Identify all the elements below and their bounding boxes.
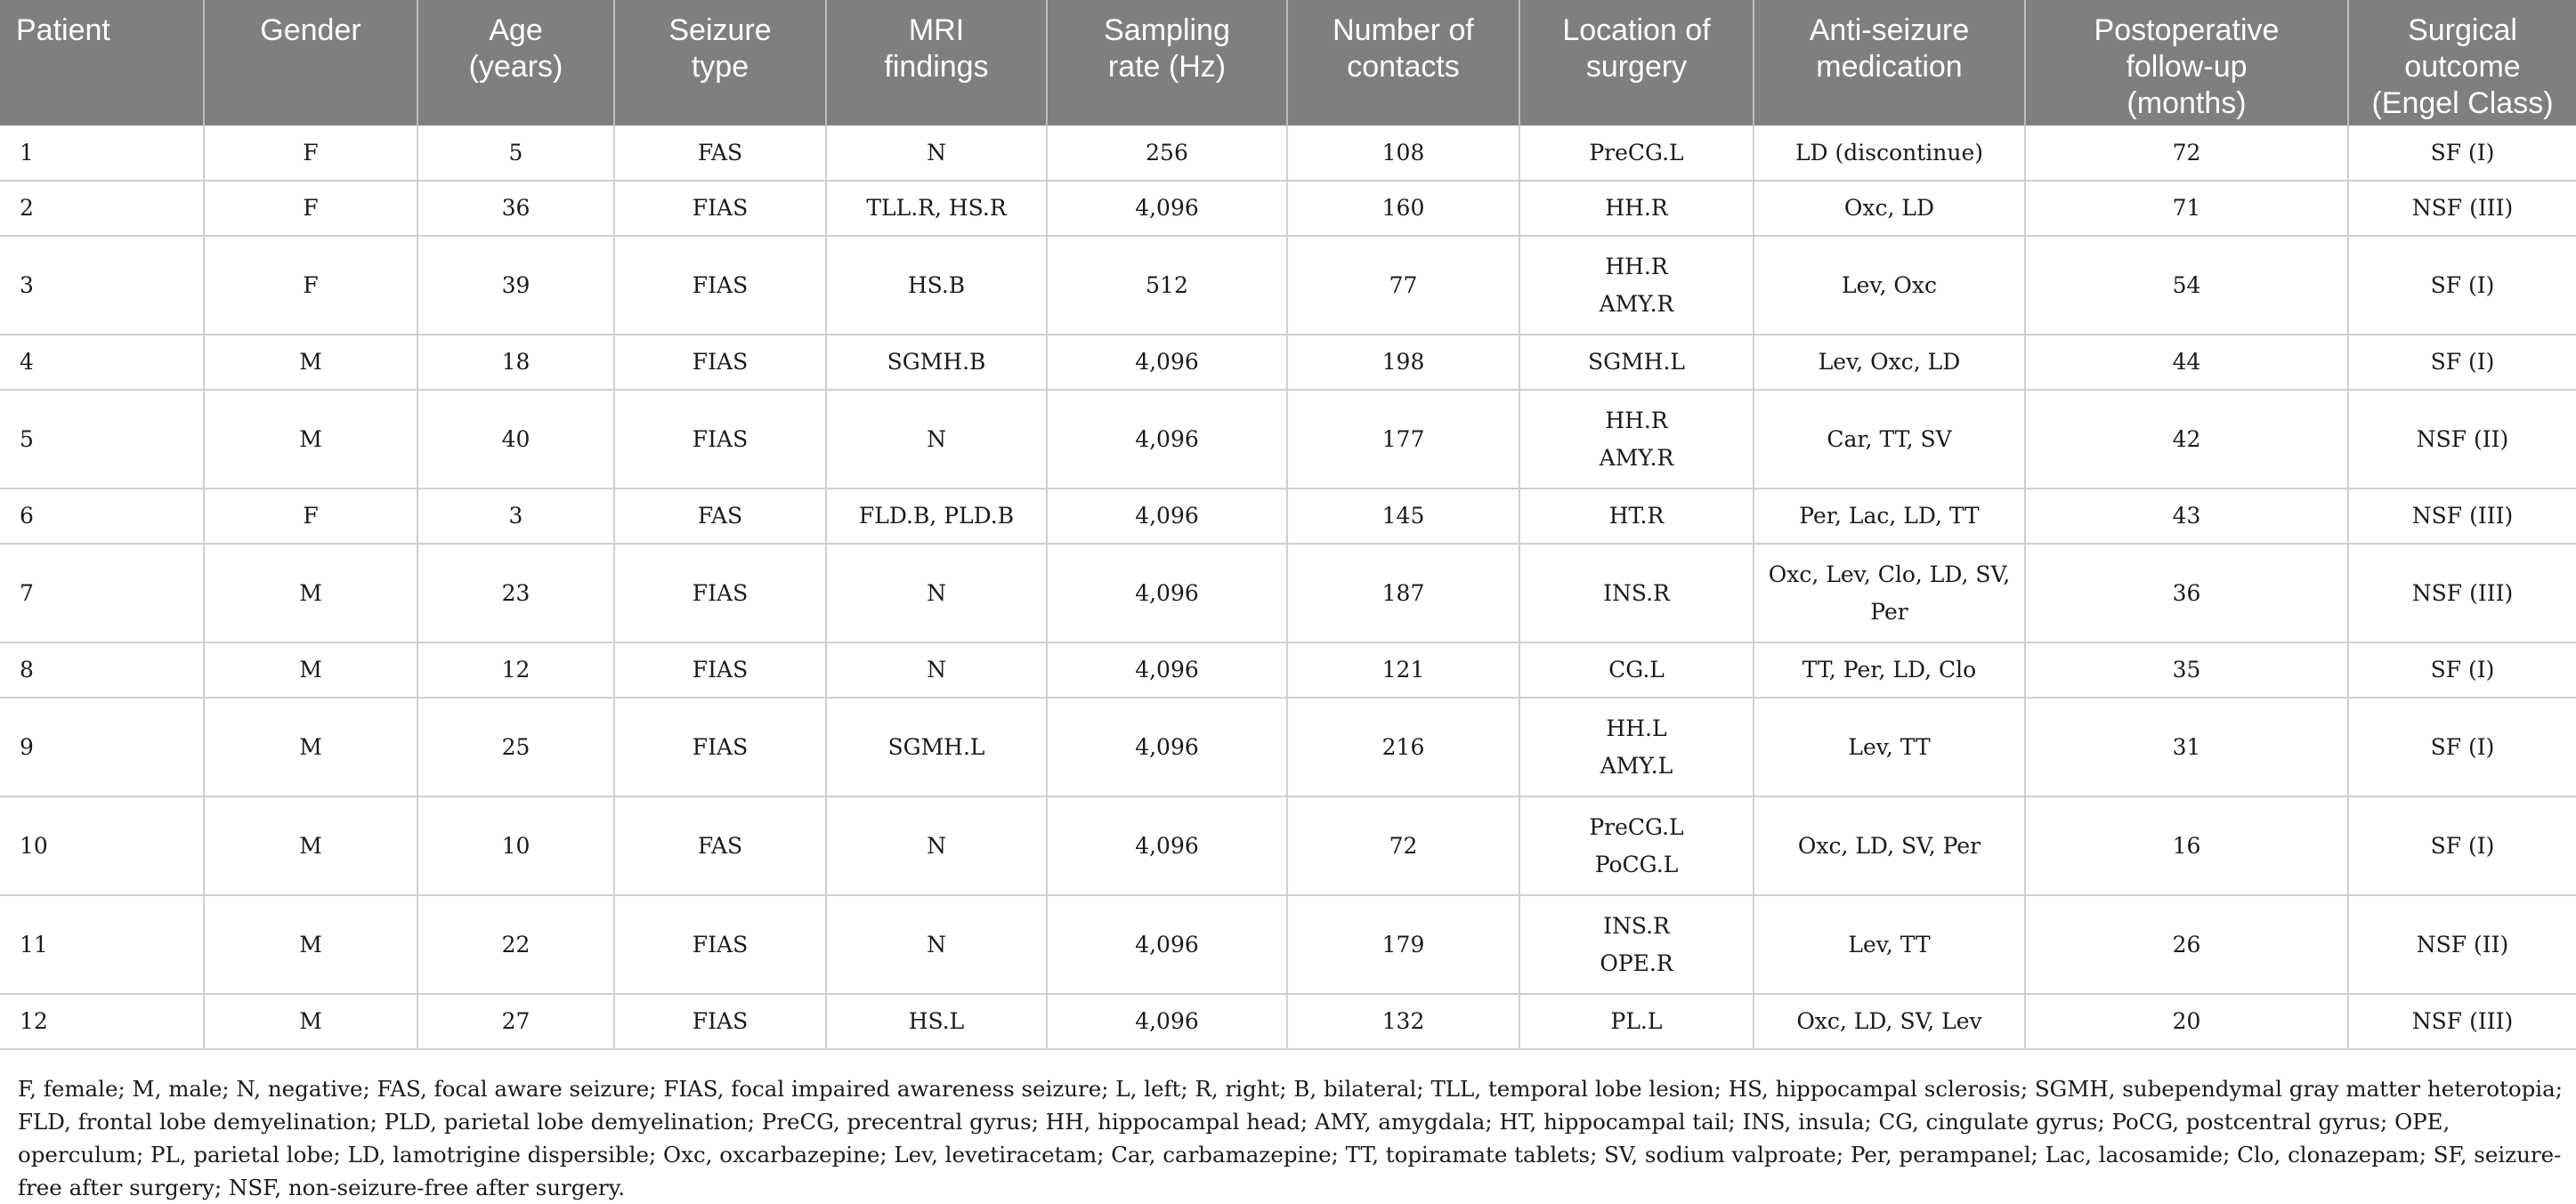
medication-cell [1754,796,2025,895]
location-cell-line: HH.R [1605,195,1668,221]
sampling-rate-cell: 4,096 [1047,335,1287,390]
table-footnote: F, female; M, male; N, negative; FAS, focal aware seizure; FIAS, focal impaired awareness seizure; L, left; R, right; B, bilateral; TLL, temporal lobe lesion; HS, hippocampal sclerosis; SGMH, subependymal gray matter heterotopia; FLD, frontal lobe demyelination; PLD, parietal lobe demyelination; PreCG, precentral gyrus; HH, hippocampal head; AMY, amygdala; HT, hippocampal tail; INS, insula; CG, cingulate gyrus; PoCG, postcentral gyrus; OPE, operculum; PL, parietal lobe; LD, lamotrigine dispersible; Oxc, oxcarbazepine; Lev, levetiracetam; Car, carbamazepine; TT, topiramate tablets; SV, sodium valproate; Per, perampanel; Lac, lacosamide; Clo, clonazepam; SF, seizure-free after surgery; NSF, non-seizure-free after surgery. [18,1076,2563,1200]
location-cell [1519,544,1754,642]
seizure-type-cell: FIAS [614,895,826,994]
column-header [614,0,826,125]
column-header-line: MRI [908,13,965,47]
header-row [0,0,2576,125]
table-row [0,489,2576,544]
age-cell: 5 [417,125,614,181]
mri-findings-cell: N [826,544,1047,642]
outcome-cell: NSF (III) [2348,489,2576,544]
table-row [0,544,2576,642]
column-header-line: Number of [1333,13,1474,47]
column-header-line: Gender [260,13,361,47]
location-cell-line: INS.R [1603,579,1670,606]
location-cell-line: HH.R [1605,253,1668,279]
patient-cell: 7 [0,544,204,642]
location-cell [1519,796,1754,895]
column-header [1047,0,1287,125]
medication-cell-line: Per [1870,598,1908,625]
gender-cell: M [204,390,417,489]
outcome-cell: NSF (II) [2348,390,2576,489]
age-cell: 12 [417,642,614,698]
column-header [0,0,204,125]
seizure-type-cell: FAS [614,125,826,181]
location-cell-line: HH.R [1605,407,1668,433]
seizure-type-cell: FIAS [614,994,826,1049]
mri-findings-cell: SGMH.B [826,335,1047,390]
table-row [0,335,2576,390]
sampling-rate-cell: 4,096 [1047,796,1287,895]
sampling-rate-cell: 4,096 [1047,544,1287,642]
mri-findings-cell: N [826,642,1047,698]
gender-cell: M [204,895,417,994]
patient-cell: 11 [0,895,204,994]
age-cell: 22 [417,895,614,994]
mri-findings-cell: HS.B [826,236,1047,335]
patient-cell: 12 [0,994,204,1049]
table-header [0,0,2576,125]
patient-cell: 10 [0,796,204,895]
medication-cell-line: Lev, TT [1848,931,1931,958]
medication-cell [1754,642,2025,698]
mri-findings-cell: N [826,390,1047,489]
column-header-line: contacts [1347,50,1460,84]
column-header-line: Postoperative [2094,13,2280,47]
location-cell [1519,642,1754,698]
followup-cell: 31 [2025,698,2348,796]
medication-cell-line: Lev, Oxc, LD [1818,349,1961,375]
table-row [0,390,2576,489]
location-cell [1519,994,1754,1049]
followup-cell: 43 [2025,489,2348,544]
column-header-line: (Engel Class) [2371,86,2554,120]
sampling-rate-cell: 4,096 [1047,642,1287,698]
seizure-type-cell: FIAS [614,544,826,642]
column-header [2348,0,2576,125]
outcome-cell: SF (I) [2348,335,2576,390]
age-cell: 40 [417,390,614,489]
contacts-cell: 145 [1287,489,1519,544]
age-cell: 18 [417,335,614,390]
seizure-type-cell: FIAS [614,181,826,236]
location-cell-line: AMY.L [1600,752,1673,779]
medication-cell [1754,125,2025,181]
medication-cell [1754,181,2025,236]
outcome-cell: SF (I) [2348,796,2576,895]
outcome-cell: NSF (II) [2348,895,2576,994]
outcome-cell: NSF (III) [2348,994,2576,1049]
patient-cell: 9 [0,698,204,796]
column-header [1287,0,1519,125]
gender-cell: F [204,125,417,181]
contacts-cell: 108 [1287,125,1519,181]
column-header-line: Age [489,13,543,47]
column-header-line: medication [1816,50,1963,84]
patient-cell: 1 [0,125,204,181]
location-cell-line: PreCG.L [1589,139,1684,166]
sampling-rate-cell: 512 [1047,236,1287,335]
medication-cell-line: Car, TT, SV [1827,425,1952,452]
sampling-rate-cell: 4,096 [1047,181,1287,236]
location-cell-line: PoCG.L [1594,851,1679,877]
medication-cell [1754,994,2025,1049]
table-body [0,125,2576,1049]
column-header-line: rate (Hz) [1107,50,1227,84]
seizure-type-cell: FAS [614,489,826,544]
location-cell-line: HT.R [1608,503,1665,529]
mri-findings-cell: SGMH.L [826,698,1047,796]
seizure-type-cell: FIAS [614,642,826,698]
medication-cell [1754,489,2025,544]
followup-cell: 35 [2025,642,2348,698]
column-header-line: surgery [1585,50,1688,84]
followup-cell: 36 [2025,544,2348,642]
gender-cell: M [204,642,417,698]
age-cell: 39 [417,236,614,335]
contacts-cell: 177 [1287,390,1519,489]
patient-cell: 2 [0,181,204,236]
mri-findings-cell: N [826,796,1047,895]
patient-cell: 5 [0,390,204,489]
column-header-line: (months) [2126,86,2247,120]
location-cell [1519,895,1754,994]
column-header-line: Sampling [1104,13,1230,47]
location-cell-line: AMY.R [1599,444,1674,471]
column-header-line: findings [884,50,989,84]
location-cell-line: CG.L [1608,657,1665,683]
outcome-cell: SF (I) [2348,698,2576,796]
patient-cell: 8 [0,642,204,698]
sampling-rate-cell: 4,096 [1047,698,1287,796]
location-cell [1519,181,1754,236]
mri-findings-cell: HS.L [826,994,1047,1049]
followup-cell: 42 [2025,390,2348,489]
patient-cell: 3 [0,236,204,335]
age-cell: 3 [417,489,614,544]
gender-cell: M [204,796,417,895]
table-row [0,181,2576,236]
medication-cell-line: Oxc, LD, SV, Lev [1796,1008,1982,1034]
contacts-cell: 121 [1287,642,1519,698]
column-header [417,0,614,125]
table-row [0,796,2576,895]
mri-findings-cell: N [826,895,1047,994]
gender-cell: F [204,181,417,236]
column-header-line: outcome [2404,50,2521,84]
location-cell-line: HH.L [1606,715,1667,741]
mri-findings-cell: TLL.R, HS.R [826,181,1047,236]
seizure-type-cell: FIAS [614,236,826,335]
medication-cell [1754,698,2025,796]
followup-cell: 16 [2025,796,2348,895]
table-row [0,698,2576,796]
medication-cell-line: Oxc, Lev, Clo, LD, SV, [1768,561,2011,587]
seizure-type-cell: FIAS [614,698,826,796]
outcome-cell: SF (I) [2348,236,2576,335]
contacts-cell: 187 [1287,544,1519,642]
location-cell [1519,335,1754,390]
location-cell [1519,236,1754,335]
location-cell [1519,125,1754,181]
gender-cell: F [204,236,417,335]
mri-findings-cell: N [826,125,1047,181]
sampling-rate-cell: 4,096 [1047,895,1287,994]
outcome-cell: SF (I) [2348,125,2576,181]
gender-cell: M [204,335,417,390]
medication-cell [1754,335,2025,390]
age-cell: 10 [417,796,614,895]
medication-cell-line: LD (discontinue) [1794,139,1984,166]
patient-cell: 4 [0,335,204,390]
table-row [0,236,2576,335]
seizure-type-cell: FIAS [614,390,826,489]
outcome-cell: SF (I) [2348,642,2576,698]
medication-cell [1754,544,2025,642]
location-cell-line: OPE.R [1600,949,1673,976]
gender-cell: M [204,994,417,1049]
column-header [826,0,1047,125]
medication-cell-line: Per, Lac, LD, TT [1799,503,1980,529]
sampling-rate-cell: 4,096 [1047,994,1287,1049]
column-header-line: Seizure [668,13,772,47]
followup-cell: 71 [2025,181,2348,236]
sampling-rate-cell: 256 [1047,125,1287,181]
followup-cell: 20 [2025,994,2348,1049]
contacts-cell: 198 [1287,335,1519,390]
medication-cell [1754,236,2025,335]
column-header-line: Anti-seizure [1809,13,1970,47]
age-cell: 25 [417,698,614,796]
patient-cell: 6 [0,489,204,544]
column-header-line: Surgical [2408,13,2517,47]
location-cell-line: AMY.R [1599,290,1674,317]
contacts-cell: 132 [1287,994,1519,1049]
medication-cell-line: Oxc, LD [1843,195,1935,221]
sampling-rate-cell: 4,096 [1047,390,1287,489]
location-cell-line: PreCG.L [1589,813,1684,840]
age-cell: 36 [417,181,614,236]
outcome-cell: NSF (III) [2348,181,2576,236]
table-row [0,895,2576,994]
followup-cell: 44 [2025,335,2348,390]
location-cell-line: PL.L [1610,1008,1663,1034]
gender-cell: M [204,698,417,796]
column-header-line: type [691,50,749,84]
medication-cell-line: Lev, Oxc [1841,271,1938,298]
table-row [0,642,2576,698]
seizure-type-cell: FAS [614,796,826,895]
contacts-cell: 72 [1287,796,1519,895]
table-row [0,125,2576,181]
followup-cell: 26 [2025,895,2348,994]
column-header-line: (years) [468,50,563,84]
column-header [1519,0,1754,125]
outcome-cell: NSF (III) [2348,544,2576,642]
followup-cell: 54 [2025,236,2348,335]
medication-cell-line: Lev, TT [1848,733,1931,760]
medication-cell-line: Oxc, LD, SV, Per [1797,832,1981,859]
age-cell: 23 [417,544,614,642]
medication-cell [1754,895,2025,994]
age-cell: 27 [417,994,614,1049]
sampling-rate-cell: 4,096 [1047,489,1287,544]
medication-cell [1754,390,2025,489]
column-header-line: follow-up [2126,50,2248,84]
table-row [0,994,2576,1049]
mri-findings-cell: FLD.B, PLD.B [826,489,1047,544]
location-cell [1519,698,1754,796]
seizure-type-cell: FIAS [614,335,826,390]
location-cell-line: SGMH.L [1587,349,1686,375]
followup-cell: 72 [2025,125,2348,181]
column-header-line: Location of [1562,13,1711,47]
contacts-cell: 179 [1287,895,1519,994]
gender-cell: M [204,544,417,642]
medication-cell-line: TT, Per, LD, Clo [1802,657,1977,683]
contacts-cell: 77 [1287,236,1519,335]
column-header [204,0,417,125]
column-header [1754,0,2025,125]
location-cell [1519,489,1754,544]
contacts-cell: 160 [1287,181,1519,236]
gender-cell: F [204,489,417,544]
column-header [2025,0,2348,125]
column-header-line: Patient [16,13,110,47]
location-cell [1519,390,1754,489]
location-cell-line: INS.R [1603,912,1670,939]
contacts-cell: 216 [1287,698,1519,796]
